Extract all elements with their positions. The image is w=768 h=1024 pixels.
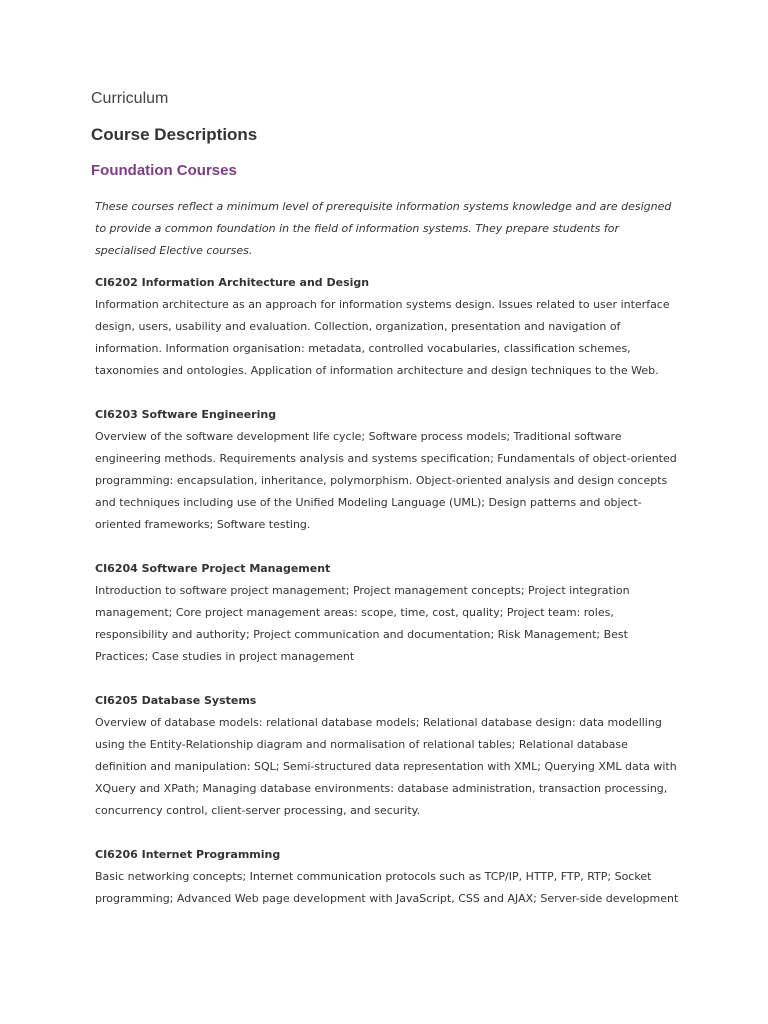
course-title: CI6202 Information Architecture and Design [95, 276, 370, 289]
spacer [95, 668, 683, 690]
course-description: Information architecture as an approach for information systems design. Issues related to user interface design, users, usability and evaluation. Collection, organization, presentation and navigation of information. Information organisation: metadata, controlled vocabularies, classification schemes, taxonomies and ontologies. Application of information architecture and design techniques to the Web. [95, 298, 670, 377]
breadcrumb: Curriculum [91, 90, 169, 107]
course-title: CI6206 Internet Programming [95, 848, 281, 861]
course-description: Overview of the software development life cycle; Software process models; Traditional software engineering methods. Requirements analysis and systems specification; Fundamentals of object-oriented programming: encapsulation, inheritance, polymorphism. Object-oriented analysis and design concepts and techniques including use of the Unified Modeling Language (UML); Design patterns and object-oriented frameworks; Software testing. [95, 430, 677, 531]
spacer [95, 822, 683, 844]
course-item-ci6202 [95, 272, 683, 382]
page-title: Course Descriptions [91, 125, 258, 144]
course-item-ci6204 [95, 558, 683, 668]
content-body [91, 196, 683, 910]
spacer [95, 382, 683, 404]
course-title: CI6203 Software Engineering [95, 408, 277, 421]
course-description: Basic networking concepts; Internet communication protocols such as TCP/IP, HTTP, FTP, RTP; Socket programming; Advanced Web page development with JavaScript, CSS and AJAX; Server-side development [95, 870, 679, 905]
course-description: Overview of database models: relational database models; Relational database design: data modelling using the Entity-Relationship diagram and normalisation of relational tables; Relational database definition and manipulation: SQL; Semi-structured data representation with XML; Querying XML data with XQuery and XPath; Managing database environments: database administration, transaction processing, concurrency control, client-server processing, and security. [95, 716, 677, 817]
course-title: CI6205 Database Systems [95, 694, 257, 707]
document-page [91, 86, 683, 910]
course-description: Introduction to software project management; Project management concepts; Project integration management; Core project management areas: scope, time, cost, quality; Project team: roles, responsibility and authority; Project communication and documentation; Risk Management; Best Practices; Case studies in project management [95, 584, 630, 663]
course-item-ci6206 [95, 844, 683, 910]
course-item-ci6205 [95, 690, 683, 822]
intro-text: These courses reflect a minimum level of prerequisite information systems knowledge and are designed to provide a common foundation in the field of information systems. They prepare students for specialised Elective courses. [95, 200, 672, 257]
spacer [95, 536, 683, 558]
course-item-ci6203 [95, 404, 683, 536]
course-title: CI6204 Software Project Management [95, 562, 331, 575]
section-title: Foundation Courses [91, 162, 237, 179]
